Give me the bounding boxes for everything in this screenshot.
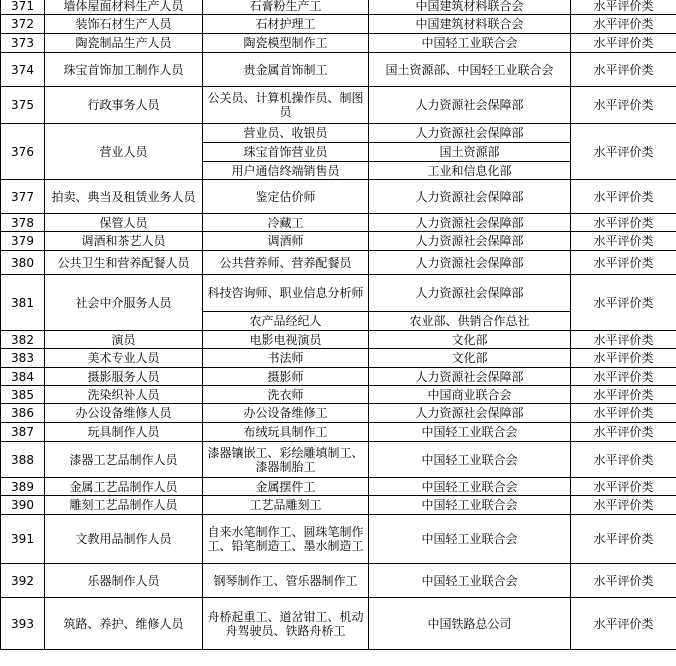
job-name: 漆器镶嵌工、彩绘雕填制工、漆器制胎工 <box>203 442 369 478</box>
row-number: 392 <box>1 564 45 598</box>
issuing-department: 中国轻工业联合会 <box>369 442 571 478</box>
job-name: 鉴定估价师 <box>203 180 369 214</box>
occupation-category: 玩具制作人员 <box>45 423 203 442</box>
row-number: 389 <box>1 478 45 496</box>
table-row <box>1 496 676 515</box>
issuing-department: 人力资源社会保障部 <box>369 124 571 143</box>
issuing-department: 中国轻工业联合会 <box>369 496 571 515</box>
job-name: 科技咨询师、职业信息分析师 <box>203 275 369 312</box>
row-number: 386 <box>1 404 45 423</box>
row-number: 391 <box>1 515 45 564</box>
occupation-category: 雕刻工艺品制作人员 <box>45 496 203 515</box>
issuing-department: 农业部、供销合作总社 <box>369 312 571 331</box>
evaluation-type: 水平评价类 <box>571 0 676 15</box>
occupation-category: 漆器工艺品制作人员 <box>45 442 203 478</box>
row-number: 393 <box>1 598 45 650</box>
issuing-department: 文化部 <box>369 331 571 349</box>
row-number: 372 <box>1 15 45 34</box>
occupation-category: 乐器制作人员 <box>45 564 203 598</box>
issuing-department: 中国轻工业联合会 <box>369 478 571 496</box>
occupation-category: 行政事务人员 <box>45 87 203 124</box>
issuing-department: 中国建筑材料联合会 <box>369 15 571 34</box>
issuing-department: 中国轻工业联合会 <box>369 423 571 442</box>
table-row <box>1 349 676 368</box>
job-name: 办公设备维修工 <box>203 404 369 423</box>
issuing-department: 人力资源社会保障部 <box>369 87 571 124</box>
job-name: 洗衣师 <box>203 386 369 404</box>
occupation-category: 陶瓷制品生产人员 <box>45 34 203 53</box>
occupation-category: 美术专业人员 <box>45 349 203 368</box>
evaluation-type: 水平评价类 <box>571 15 676 34</box>
job-name: 公共营养师、营养配餐员 <box>203 251 369 275</box>
issuing-department: 中国轻工业联合会 <box>369 564 571 598</box>
table-row <box>1 368 676 386</box>
occupation-category: 装饰石材生产人员 <box>45 15 203 34</box>
job-name: 农产品经纪人 <box>203 312 369 331</box>
job-name: 调酒师 <box>203 232 369 251</box>
table-row <box>1 15 676 34</box>
row-number: 379 <box>1 232 45 251</box>
job-name: 珠宝首饰营业员 <box>203 143 369 162</box>
job-name: 石材护理工 <box>203 15 369 34</box>
occupation-category: 金属工艺品制作人员 <box>45 478 203 496</box>
row-number: 381 <box>1 275 45 331</box>
occupation-category: 社会中介服务人员 <box>45 275 203 331</box>
occupation-category: 保管人员 <box>45 214 203 232</box>
job-name: 摄影师 <box>203 368 369 386</box>
evaluation-type: 水平评价类 <box>571 214 676 232</box>
occupation-category: 演员 <box>45 331 203 349</box>
evaluation-type: 水平评价类 <box>571 598 676 650</box>
occupation-category: 调酒和茶艺人员 <box>45 232 203 251</box>
job-name: 自来水笔制作工、圆珠笔制作工、铅笔制造工、墨水制造工 <box>203 515 369 564</box>
row-number: 385 <box>1 386 45 404</box>
evaluation-type: 水平评价类 <box>571 515 676 564</box>
issuing-department: 文化部 <box>369 349 571 368</box>
table-row <box>1 442 676 478</box>
table-row <box>1 404 676 423</box>
occupation-category: 珠宝首饰加工制作人员 <box>45 53 203 87</box>
evaluation-type: 水平评价类 <box>571 251 676 275</box>
issuing-department: 工业和信息化部 <box>369 162 571 180</box>
table-row <box>1 386 676 404</box>
occupation-category: 营业人员 <box>45 124 203 180</box>
row-number: 380 <box>1 251 45 275</box>
table-body <box>1 0 676 650</box>
job-name: 书法师 <box>203 349 369 368</box>
evaluation-type: 水平评价类 <box>571 232 676 251</box>
job-name: 金属摆件工 <box>203 478 369 496</box>
table-row <box>1 214 676 232</box>
table-row <box>1 515 676 564</box>
job-name: 用户通信终端销售员 <box>203 162 369 180</box>
job-name: 冷藏工 <box>203 214 369 232</box>
table-row <box>1 34 676 53</box>
issuing-department: 国土资源部 <box>369 143 571 162</box>
issuing-department: 人力资源社会保障部 <box>369 214 571 232</box>
evaluation-type: 水平评价类 <box>571 349 676 368</box>
row-number: 383 <box>1 349 45 368</box>
job-name: 公关员、计算机操作员、制图员 <box>203 87 369 124</box>
table-row <box>1 124 676 143</box>
job-name: 石膏粉生产工 <box>203 0 369 15</box>
evaluation-type: 水平评价类 <box>571 404 676 423</box>
row-number: 384 <box>1 368 45 386</box>
issuing-department: 人力资源社会保障部 <box>369 251 571 275</box>
issuing-department: 国土资源部、中国轻工业联合会 <box>369 53 571 87</box>
evaluation-type: 水平评价类 <box>571 124 676 180</box>
table-row <box>1 331 676 349</box>
occupation-category: 拍卖、典当及租赁业务人员 <box>45 180 203 214</box>
occupation-category: 洗染织补人员 <box>45 386 203 404</box>
table-row <box>1 251 676 275</box>
occupation-category: 筑路、养护、维修人员 <box>45 598 203 650</box>
evaluation-type: 水平评价类 <box>571 386 676 404</box>
evaluation-type: 水平评价类 <box>571 564 676 598</box>
table-row <box>1 275 676 312</box>
table-row <box>1 478 676 496</box>
row-number: 373 <box>1 34 45 53</box>
job-name: 营业员、收银员 <box>203 124 369 143</box>
table-row <box>1 180 676 214</box>
occupation-category: 墙体屋面材料生产人员 <box>45 0 203 15</box>
issuing-department: 人力资源社会保障部 <box>369 180 571 214</box>
job-name: 贵金属首饰制工 <box>203 53 369 87</box>
evaluation-type: 水平评价类 <box>571 331 676 349</box>
table-row <box>1 53 676 87</box>
occupation-category: 文教用品制作人员 <box>45 515 203 564</box>
evaluation-type: 水平评价类 <box>571 87 676 124</box>
occupation-category: 办公设备维修人员 <box>45 404 203 423</box>
table-row <box>1 87 676 124</box>
evaluation-type: 水平评价类 <box>571 423 676 442</box>
evaluation-type: 水平评价类 <box>571 442 676 478</box>
job-name: 钢琴制作工、管乐器制作工 <box>203 564 369 598</box>
row-number: 388 <box>1 442 45 478</box>
row-number: 377 <box>1 180 45 214</box>
evaluation-type: 水平评价类 <box>571 496 676 515</box>
issuing-department: 人力资源社会保障部 <box>369 368 571 386</box>
row-number: 371 <box>1 0 45 15</box>
row-number: 378 <box>1 214 45 232</box>
table-row <box>1 423 676 442</box>
job-name: 电影电视演员 <box>203 331 369 349</box>
job-name: 陶瓷模型制作工 <box>203 34 369 53</box>
issuing-department: 人力资源社会保障部 <box>369 404 571 423</box>
row-number: 375 <box>1 87 45 124</box>
row-number: 390 <box>1 496 45 515</box>
table-row <box>1 598 676 650</box>
occupation-category: 公共卫生和营养配餐人员 <box>45 251 203 275</box>
occupation-category: 摄影服务人员 <box>45 368 203 386</box>
row-number: 376 <box>1 124 45 180</box>
issuing-department: 中国商业联合会 <box>369 386 571 404</box>
job-name: 布绒玩具制作工 <box>203 423 369 442</box>
issuing-department: 人力资源社会保障部 <box>369 232 571 251</box>
table-row <box>1 564 676 598</box>
issuing-department: 中国轻工业联合会 <box>369 515 571 564</box>
issuing-department: 中国轻工业联合会 <box>369 34 571 53</box>
evaluation-type: 水平评价类 <box>571 478 676 496</box>
evaluation-type: 水平评价类 <box>571 368 676 386</box>
row-number: 382 <box>1 331 45 349</box>
evaluation-type: 水平评价类 <box>571 34 676 53</box>
row-number: 374 <box>1 53 45 87</box>
issuing-department: 人力资源社会保障部 <box>369 275 571 312</box>
table-row <box>1 232 676 251</box>
job-name: 工艺品雕刻工 <box>203 496 369 515</box>
row-number: 387 <box>1 423 45 442</box>
issuing-department: 中国铁路总公司 <box>369 598 571 650</box>
job-name: 舟桥起重工、道岔钳工、机动舟驾驶员、铁路舟桥工 <box>203 598 369 650</box>
issuing-department: 中国建筑材料联合会 <box>369 0 571 15</box>
table-row <box>1 0 676 15</box>
evaluation-type: 水平评价类 <box>571 275 676 331</box>
evaluation-type: 水平评价类 <box>571 53 676 87</box>
evaluation-type: 水平评价类 <box>571 180 676 214</box>
